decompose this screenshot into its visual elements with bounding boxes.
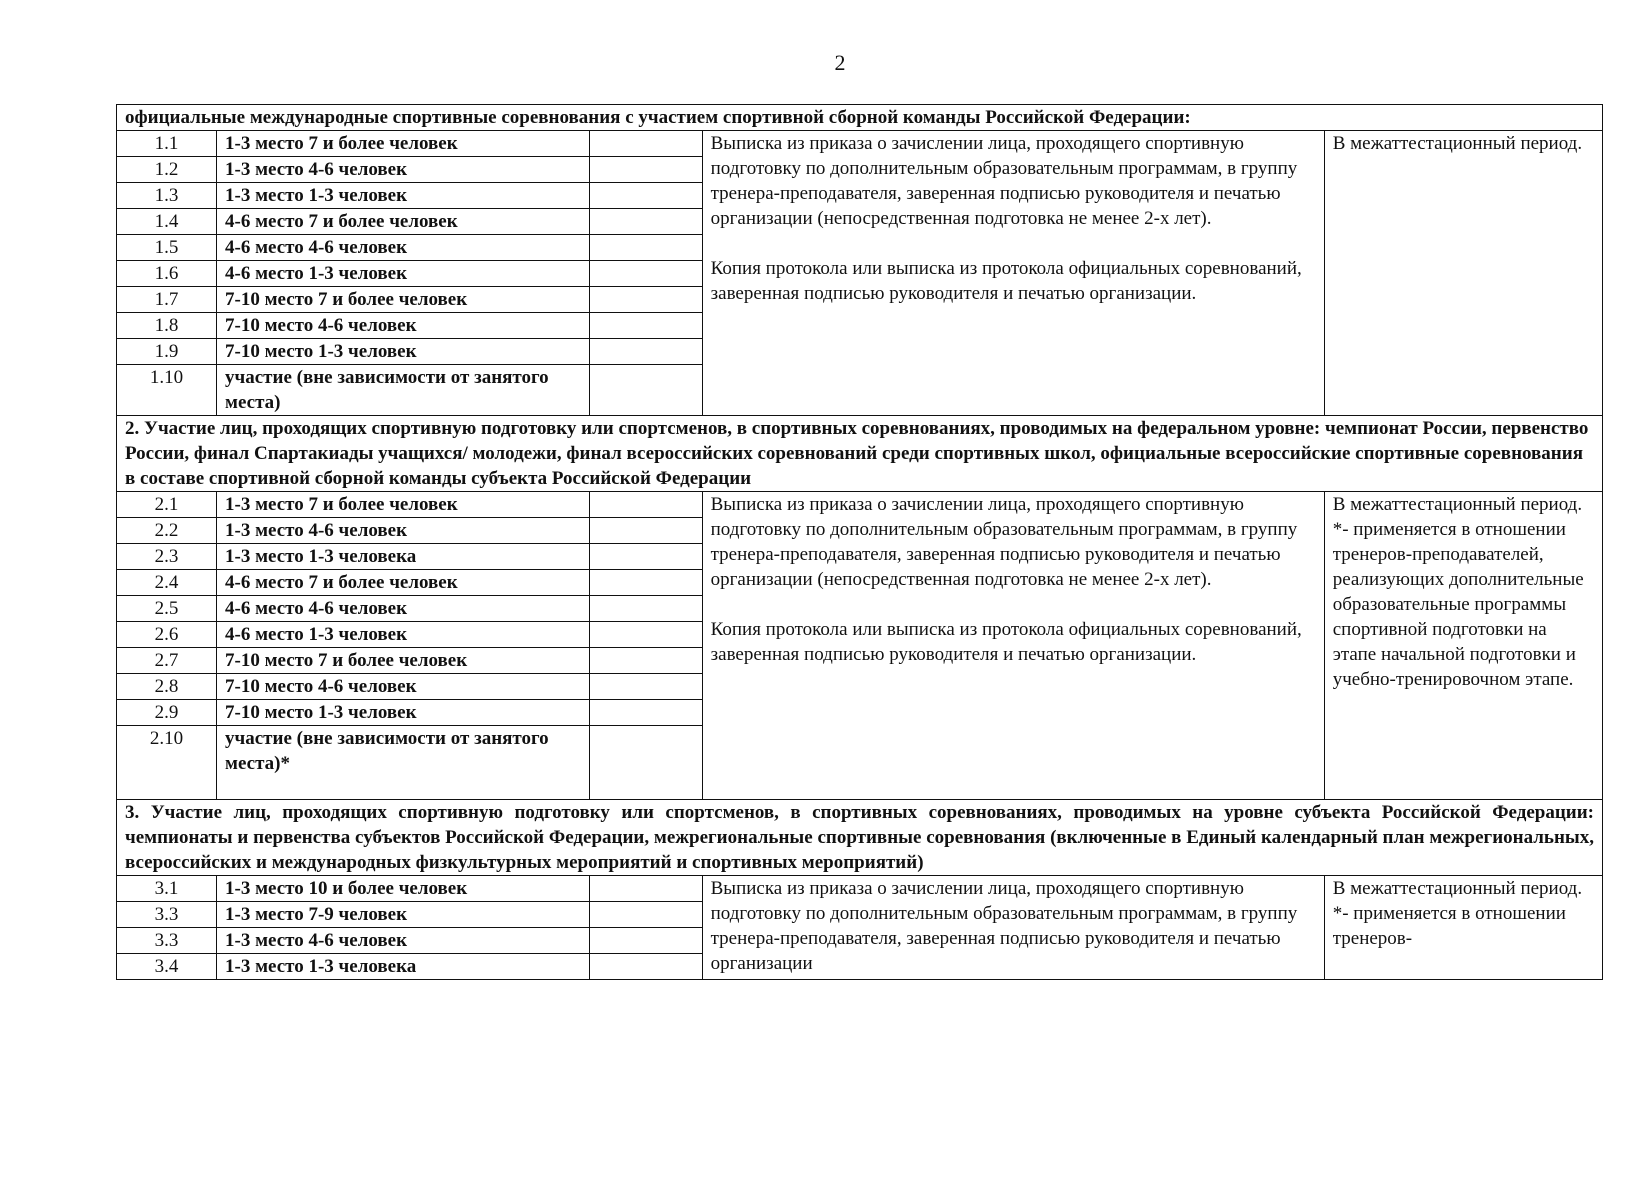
documents-paragraph: Копия протокола или выписка из протокола официальных соревнований, заверенная подписью руководителя и печатью организации. [710, 619, 1302, 665]
row-points [590, 902, 703, 928]
row-criterion: 1-3 место 7 и более человек [217, 131, 590, 157]
row-points [590, 235, 703, 261]
row-number: 2.5 [117, 596, 217, 622]
section-heading-row [117, 105, 1603, 131]
row-number: 2.4 [117, 570, 217, 596]
row-points [590, 726, 703, 800]
row-points [590, 876, 703, 902]
documents-cell [702, 876, 1324, 980]
row-criterion: 4-6 место 1-3 человек [217, 261, 590, 287]
section-heading: 2. Участие лиц, проходящих спортивную подготовку или спортсменов, в спортивных соревнованиях, проводимых на федеральном уровне: чемпионат России, первенство России, финал Спартакиады учащихся/ молодежи, финал всероссийских соревнований среди спортивных школ, официальные всероссийские спортивные соревнования в составе спортивной сборной команды субъекта Российской Федерации [117, 416, 1603, 492]
row-number: 1.10 [117, 365, 217, 416]
row-points [590, 313, 703, 339]
table-row [117, 131, 1603, 157]
row-points [590, 261, 703, 287]
row-number: 1.9 [117, 339, 217, 365]
row-points [590, 365, 703, 416]
row-criterion: 1-3 место 4-6 человек [217, 928, 590, 954]
documents-cell [702, 492, 1324, 800]
section-heading: 3. Участие лиц, проходящих спортивную подготовку или спортсменов, в спортивных соревнованиях, проводимых на уровне субъекта Российской Федерации: чемпионаты и первенства субъектов Российской Федерации, межрегиональные спортивные соревнования (включенные в Единый календарный план межрегиональных, всероссийских и международных физкультурных мероприятий и спортивных мероприятий) [117, 800, 1603, 876]
row-number: 3.1 [117, 876, 217, 902]
row-points [590, 339, 703, 365]
row-number: 2.3 [117, 544, 217, 570]
row-points [590, 518, 703, 544]
row-criterion: 7-10 место 7 и более человек [217, 648, 590, 674]
row-number: 2.10 [117, 726, 217, 800]
row-number: 2.2 [117, 518, 217, 544]
row-criterion: 7-10 место 7 и более человек [217, 287, 590, 313]
row-points [590, 157, 703, 183]
row-number: 3.3 [117, 902, 217, 928]
note-cell: В межаттестационный период. *- применяется в отношении тренеров- [1324, 876, 1602, 980]
row-number: 1.2 [117, 157, 217, 183]
row-points [590, 928, 703, 954]
row-points [590, 954, 703, 980]
row-number: 2.6 [117, 622, 217, 648]
section-heading: официальные международные спортивные соревнования с участием спортивной сборной команды Российской Федерации: [117, 105, 1603, 131]
row-points [590, 492, 703, 518]
row-number: 1.8 [117, 313, 217, 339]
row-criterion: 4-6 место 4-6 человек [217, 235, 590, 261]
page-number: 2 [834, 50, 846, 75]
row-criterion: 7-10 место 4-6 человек [217, 674, 590, 700]
row-criterion: 1-3 место 4-6 человек [217, 518, 590, 544]
note-cell: В межаттестационный период. [1324, 131, 1602, 416]
row-criterion: 1-3 место 10 и более человек [217, 876, 590, 902]
section-heading-row [117, 800, 1603, 876]
row-points [590, 622, 703, 648]
row-points [590, 287, 703, 313]
row-points [590, 596, 703, 622]
documents-paragraph: Выписка из приказа о зачислении лица, проходящего спортивную подготовку по дополнительным образовательным программам, в группу тренера-преподавателя, заверенная подписью руководителя и печатью организации (непосредственная подготовка не менее 2-х лет). [710, 494, 1298, 590]
documents-cell [702, 131, 1324, 416]
row-criterion: 4-6 место 7 и более человек [217, 209, 590, 235]
row-criterion: 4-6 место 7 и более человек [217, 570, 590, 596]
row-criterion: 7-10 место 1-3 человек [217, 700, 590, 726]
row-points [590, 700, 703, 726]
row-number: 1.5 [117, 235, 217, 261]
row-number: 3.4 [117, 954, 217, 980]
row-criterion: участие (вне зависимости от занятого места)* [217, 726, 590, 800]
row-number: 2.7 [117, 648, 217, 674]
row-criterion: 7-10 место 4-6 человек [217, 313, 590, 339]
section-heading-row [117, 416, 1603, 492]
table-row [117, 492, 1603, 518]
row-number: 1.6 [117, 261, 217, 287]
row-number: 1.1 [117, 131, 217, 157]
row-number: 1.3 [117, 183, 217, 209]
row-points [590, 570, 703, 596]
row-points [590, 183, 703, 209]
row-criterion: 1-3 место 1-3 человек [217, 183, 590, 209]
row-criterion: 1-3 место 4-6 человек [217, 157, 590, 183]
row-criterion: 4-6 место 4-6 человек [217, 596, 590, 622]
documents-paragraph: Выписка из приказа о зачислении лица, проходящего спортивную подготовку по дополнительным образовательным программам, в группу тренера-преподавателя, заверенная подписью руководителя и печатью организации [710, 878, 1298, 974]
row-number: 3.3 [117, 928, 217, 954]
row-points [590, 648, 703, 674]
documents-paragraph: Копия протокола или выписка из протокола официальных соревнований, заверенная подписью руководителя и печатью организации. [710, 258, 1302, 304]
row-number: 2.9 [117, 700, 217, 726]
criteria-table [116, 104, 1603, 980]
row-number: 2.1 [117, 492, 217, 518]
documents-paragraph: Выписка из приказа о зачислении лица, проходящего спортивную подготовку по дополнительным образовательным программам, в группу тренера-преподавателя, заверенная подписью руководителя и печатью организации (непосредственная подготовка не менее 2-х лет). [710, 133, 1298, 229]
row-number: 1.4 [117, 209, 217, 235]
row-criterion: 1-3 место 7-9 человек [217, 902, 590, 928]
row-points [590, 544, 703, 570]
row-criterion: участие (вне зависимости от занятого места) [217, 365, 590, 416]
table-row [117, 876, 1603, 902]
row-points [590, 674, 703, 700]
row-number: 2.8 [117, 674, 217, 700]
row-number: 1.7 [117, 287, 217, 313]
row-criterion: 1-3 место 1-3 человека [217, 544, 590, 570]
note-cell: В межаттестационный период. *- применяется в отношении тренеров-преподавателей, реализующих дополнительные образовательные программы спортивной подготовки на этапе начальной подготовки и учебно-тренировочном этапе. [1324, 492, 1602, 800]
row-points [590, 209, 703, 235]
row-criterion: 1-3 место 1-3 человека [217, 954, 590, 980]
row-criterion: 1-3 место 7 и более человек [217, 492, 590, 518]
row-criterion: 7-10 место 1-3 человек [217, 339, 590, 365]
row-points [590, 131, 703, 157]
row-criterion: 4-6 место 1-3 человек [217, 622, 590, 648]
